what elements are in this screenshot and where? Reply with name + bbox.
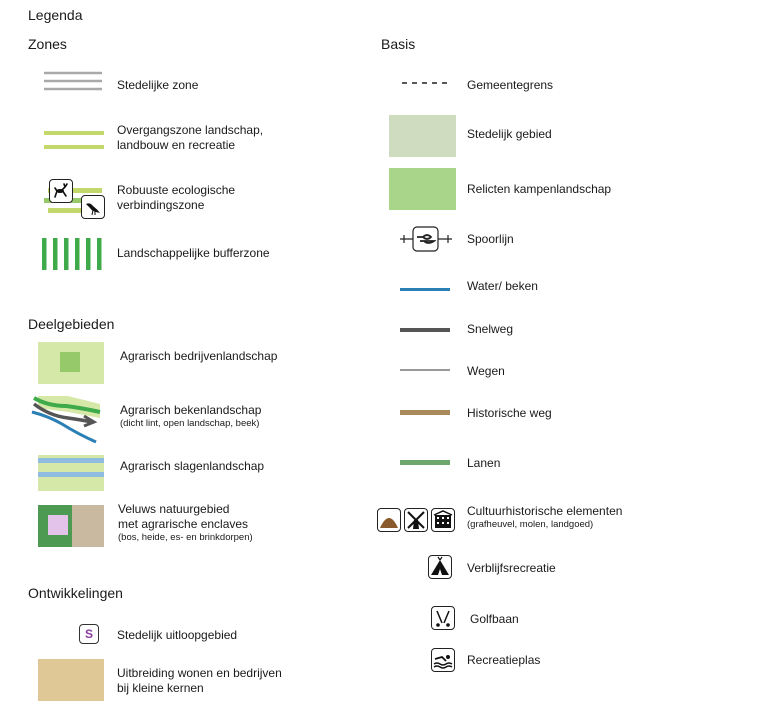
highway-line-symbol — [400, 328, 450, 332]
label-bufferzone: Landschappelijke bufferzone — [117, 246, 270, 260]
label-wegen: Wegen — [467, 364, 505, 378]
label-cultuur-sub: (grafheuvel, molen, landgoed) — [467, 519, 594, 530]
label-uitbreiding-line2: bij kleine kernen — [117, 681, 204, 695]
label-bekenlandschap-main: Agrarisch bekenlandschap — [120, 403, 262, 417]
veluwe-nature-symbol — [38, 505, 104, 547]
tent-icon — [428, 555, 452, 579]
label-overgangszone — [117, 123, 263, 153]
golf-icon — [431, 606, 455, 630]
label-robuuste — [117, 183, 235, 213]
buffer-zone-symbol — [42, 238, 104, 270]
municipal-border-symbol — [400, 80, 452, 86]
label-lanen: Lanen — [467, 456, 501, 470]
historic-road-symbol — [400, 410, 450, 415]
label-veluws — [118, 502, 253, 544]
water-line-symbol — [400, 288, 450, 291]
label-spoorlijn: Spoorlijn — [467, 232, 514, 246]
label-slagenlandschap: Agrarisch slagenlandschap — [120, 459, 265, 473]
label-veluws-sub: (bos, heide, es- en brinkdorpen) — [118, 532, 253, 543]
label-snelweg: Snelweg — [467, 322, 514, 336]
label-golfbaan: Golfbaan — [470, 612, 519, 626]
basis-heading: Basis — [381, 36, 416, 52]
zones-heading: Zones — [28, 36, 67, 52]
label-veluws-line1: Veluws natuurgebied — [118, 502, 230, 516]
label-robuuste-line1: Robuuste ecologische — [117, 183, 236, 197]
label-stedelijke-zone: Stedelijke zone — [117, 78, 199, 92]
transition-zone-symbol — [42, 128, 106, 154]
deer-icon — [49, 179, 73, 203]
label-uitbreiding — [117, 666, 282, 696]
lanes-symbol — [400, 460, 450, 465]
urban-outlet-badge-letter: S — [84, 627, 93, 641]
label-stedelijk-gebied: Stedelijk gebied — [467, 127, 552, 141]
label-relicten: Relicten kampenlandschap — [467, 182, 612, 196]
label-uitbreiding-line1: Uitbreiding wonen en bedrijven — [117, 666, 282, 680]
road-line-symbol — [400, 369, 450, 371]
ontwikkelingen-heading: Ontwikkelingen — [28, 585, 123, 601]
urban-zone-symbol — [42, 70, 104, 94]
label-robuuste-line2: verbindingszone — [117, 198, 205, 212]
agrarian-business-symbol — [38, 342, 104, 384]
swimming-lake-icon — [431, 648, 455, 672]
strip-landscape-symbol — [38, 455, 104, 491]
label-water: Water/ beken — [467, 279, 538, 293]
label-bedrijvenlandschap: Agrarisch bedrijvenlandschap — [120, 349, 278, 363]
label-bekenlandschap — [120, 403, 261, 430]
label-veluws-line2: met agrarische enclaves — [118, 517, 249, 531]
estate-icon — [431, 508, 455, 532]
bird-icon — [81, 195, 105, 219]
ns-logo-icon — [415, 229, 436, 254]
urban-area-symbol — [389, 115, 456, 157]
windmill-icon — [404, 508, 428, 532]
expansion-symbol — [38, 659, 104, 701]
relict-landscape-symbol — [389, 168, 456, 210]
label-overgangszone-line1: Overgangszone landschap, — [117, 123, 264, 137]
label-uitloopgebied: Stedelijk uitloopgebied — [117, 628, 238, 642]
label-overgangszone-line2: landbouw en recreatie — [117, 138, 236, 152]
label-cultuur-main: Cultuurhistorische elementen — [467, 504, 623, 518]
urban-outlet-badge — [79, 624, 99, 644]
brook-landscape-symbol — [28, 392, 106, 446]
legend-title: Legenda — [28, 7, 83, 23]
deelgebieden-heading: Deelgebieden — [28, 316, 115, 332]
label-bekenlandschap-sub: (dicht lint, open landschap, beek) — [120, 418, 260, 429]
label-verblijf: Verblijfsrecreatie — [467, 561, 556, 575]
label-cultuur — [467, 504, 622, 531]
label-recreatieplas: Recreatieplas — [467, 653, 541, 667]
burial-mound-icon — [377, 508, 401, 532]
label-gemeentegrens: Gemeentegrens — [467, 78, 554, 92]
label-historische-weg: Historische weg — [467, 406, 552, 420]
